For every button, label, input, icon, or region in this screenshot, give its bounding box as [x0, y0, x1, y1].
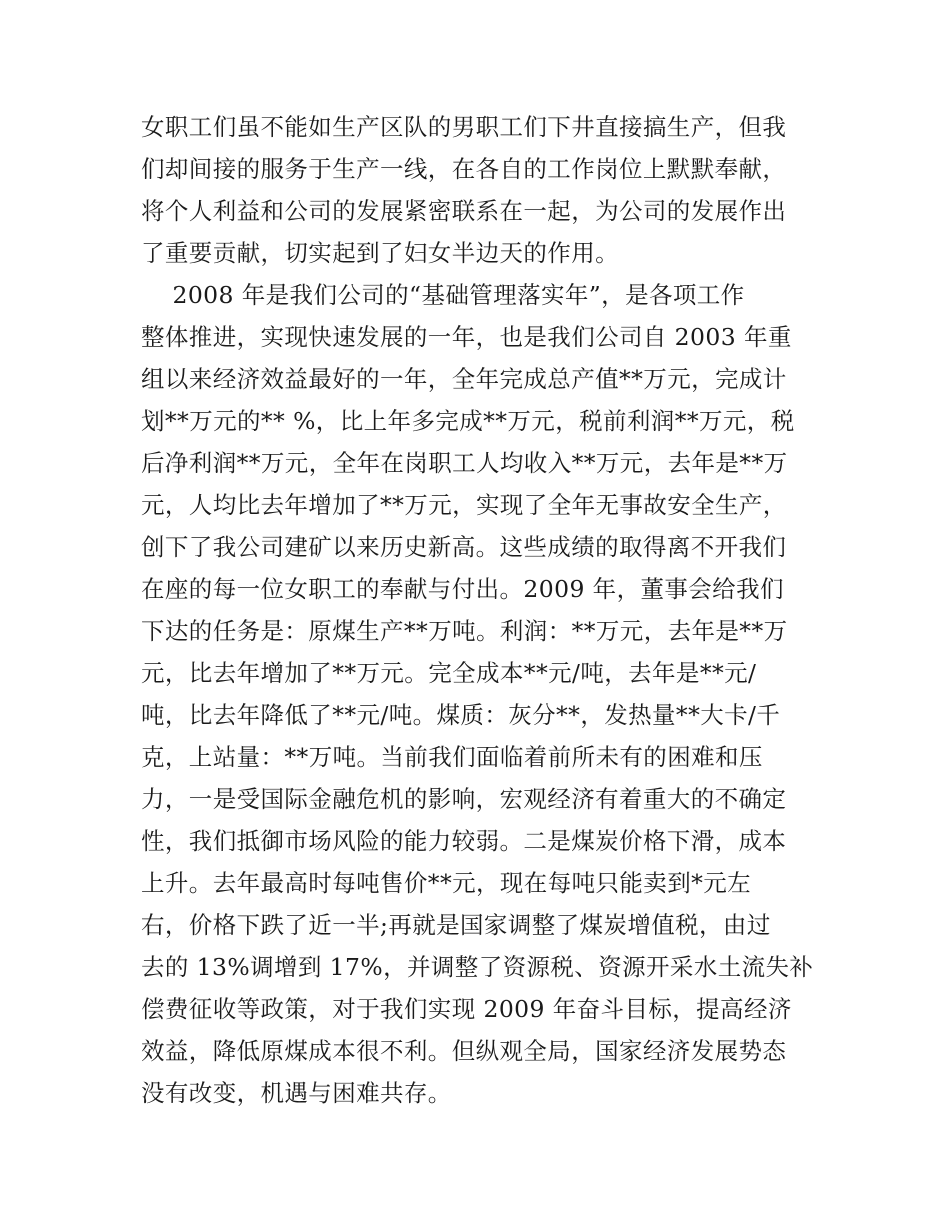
text-line: 元，人均比去年增加了**万元，实现了全年无事故安全生产， [141, 491, 787, 519]
text-line: 克，上站量：**万吨。当前我们面临着前所未有的困难和压 [141, 743, 763, 771]
text-line: 去的 13%调增到 17%，并调整了资源税、资源开采水土流失补 [141, 953, 814, 981]
text-line: 将个人利益和公司的发展紧密联系在一起，为公司的发展作出 [141, 197, 787, 225]
text-line: 上升。去年最高时每吨售价**元，现在每吨只能卖到*元左 [141, 869, 752, 897]
text-line: 了重要贡献，切实起到了妇女半边天的作用。 [141, 239, 619, 267]
text-line: 女职工们虽不能如生产区队的男职工们下井直接搞生产，但我 [141, 113, 787, 141]
text-line: 们却间接的服务于生产一线，在各自的工作岗位上默默奉献， [141, 155, 787, 183]
text-line: 整体推进，实现快速发展的一年，也是我们公司自 2003 年重 [141, 323, 792, 351]
text-line: 在座的每一位女职工的奉献与付出。2009 年，董事会给我们 [141, 575, 784, 603]
text-line: 偿费征收等政策，对于我们实现 2009 年奋斗目标，提高经济 [141, 995, 792, 1023]
text-line: 创下了我公司建矿以来历史新高。这些成绩的取得离不开我们 [141, 533, 787, 561]
text-line: 下达的任务是：原煤生产**万吨。利润：**万元，去年是**万 [141, 617, 788, 645]
text-line: 效益，降低原煤成本很不利。但纵观全局，国家经济发展势态 [141, 1037, 787, 1065]
body-text [141, 106, 821, 1114]
text-line: 吨，比去年降低了**元/吨。煤质：灰分**，发热量**大卡/千 [141, 701, 781, 729]
text-line: 没有改变，机遇与困难共存。 [141, 1079, 452, 1107]
text-line: 力，一是受国际金融危机的影响，宏观经济有着重大的不确定 [141, 785, 787, 813]
text-line: 后净利润**万元，全年在岗职工人均收入**万元，去年是**万 [141, 449, 788, 477]
text-line: 划**万元的** %，比上年多完成**万元，税前利润**万元，税 [141, 407, 795, 435]
text-line: 组以来经济效益最好的一年，全年完成总产值**万元，完成计 [141, 365, 787, 393]
text-line: 2008 年是我们公司的“基础管理落实年”，是各项工作 [141, 281, 745, 309]
text-line: 性，我们抵御市场风险的能力较弱。二是煤炭价格下滑，成本 [141, 827, 787, 855]
text-line: 右，价格下跌了近一半;再就是国家调整了煤炭增值税，由过 [141, 911, 771, 939]
text-line: 元，比去年增加了**万元。完全成本**元/吨，去年是**元/ [141, 659, 757, 687]
